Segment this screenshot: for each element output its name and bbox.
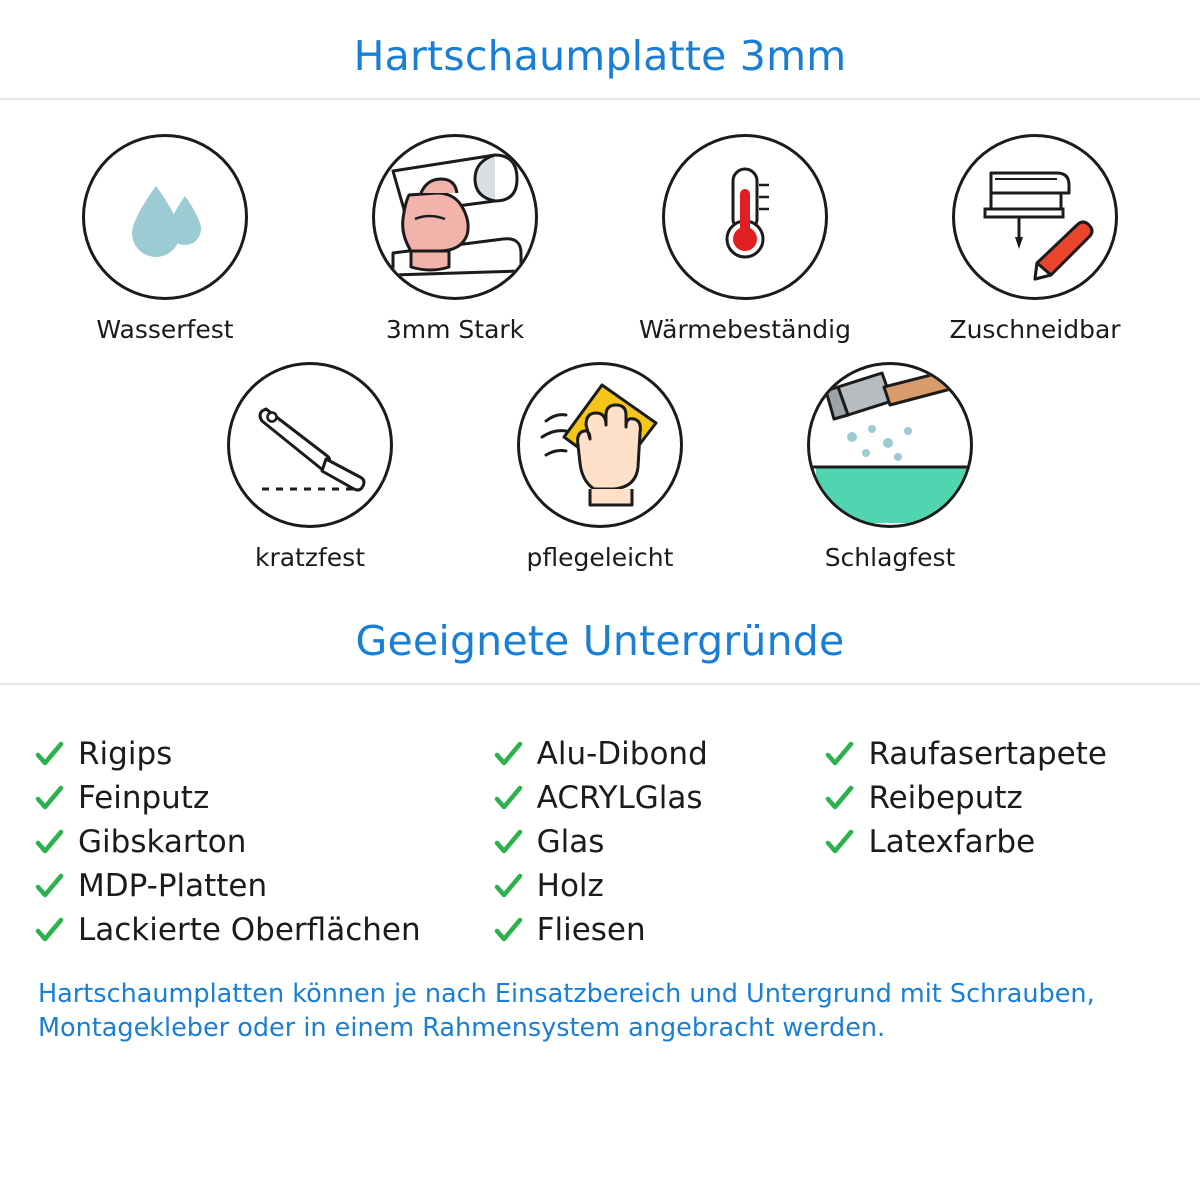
feature-circle [517, 362, 683, 528]
thermometer-icon [685, 155, 805, 279]
feature-label: Schlagfest [824, 542, 956, 572]
feature-pflegeleicht [485, 362, 715, 572]
list-item-label: MDP-Platten [78, 867, 268, 904]
substrates-divider [0, 683, 1200, 685]
list-item-label: Latexfarbe [868, 823, 1036, 860]
feature-circle [952, 134, 1118, 300]
water-drops-icon [110, 160, 220, 274]
features-row-2 [0, 362, 1200, 572]
list-item-label: Reibeputz [868, 779, 1023, 816]
check-icon [493, 827, 523, 857]
list-item [824, 777, 1166, 819]
list-item [34, 865, 493, 907]
substrates-column-2 [493, 733, 825, 951]
hammer-impact-icon [810, 363, 970, 527]
list-item-label: Fliesen [536, 911, 646, 948]
list-item [824, 733, 1166, 775]
feature-circle [662, 134, 828, 300]
check-icon [493, 783, 523, 813]
feature-label: Wasserfest [96, 315, 234, 344]
feature-label: 3mm Stark [385, 315, 525, 344]
list-item [493, 909, 825, 951]
check-icon [493, 915, 523, 945]
feature-kratzfest [195, 362, 425, 572]
list-item-label: Feinputz [78, 779, 210, 816]
feature-circle [82, 134, 248, 300]
list-item [493, 821, 825, 863]
list-item [34, 777, 493, 819]
feature-waermebestaendig [630, 134, 860, 344]
feature-label: pflegeleicht [526, 542, 674, 572]
substrates-note: Hartschaumplatten können je nach Einsatzbereich und Untergrund mit Schrauben, Montagekleber oder in einem Rahmensystem angebracht werden. [38, 979, 1095, 1044]
substrates-column-3 [824, 733, 1166, 951]
feature-schlagfest [775, 362, 1005, 572]
page-title: Hartschaumplatte 3mm [353, 32, 847, 80]
check-icon [34, 739, 64, 769]
list-item-label: Alu-Dibond [536, 735, 708, 772]
check-icon [34, 783, 64, 813]
list-item [824, 821, 1166, 863]
check-icon [34, 915, 64, 945]
check-icon [824, 783, 854, 813]
list-item [493, 777, 825, 819]
list-item-label: Rigips [78, 735, 173, 772]
check-icon [824, 739, 854, 769]
feature-circle [372, 134, 538, 300]
strong-arm-icon [375, 135, 535, 299]
feature-label: kratzfest [254, 542, 365, 572]
check-icon [34, 827, 64, 857]
check-icon [824, 827, 854, 857]
feature-label: Wärmebeständig [639, 315, 851, 344]
jigsaw-cutter-icon [965, 145, 1105, 289]
feature-label: Zuschneidbar [949, 315, 1121, 344]
substrates-column-1 [34, 733, 493, 951]
list-item-label: Glas [536, 823, 605, 860]
feature-wasserfest [50, 134, 280, 344]
feature-3mm-stark [340, 134, 570, 344]
list-item-label: Raufasertapete [868, 735, 1107, 772]
list-item [34, 821, 493, 863]
list-item [493, 733, 825, 775]
features-section [0, 100, 1200, 571]
check-icon [34, 871, 64, 901]
feature-circle [807, 362, 973, 528]
list-item-label: Lackierte Oberflächen [78, 911, 421, 948]
list-item-label: Gibskarton [78, 823, 247, 860]
substrates-list [0, 707, 1200, 951]
feature-zuschneidbar [920, 134, 1150, 344]
list-item [34, 909, 493, 951]
feature-circle [227, 362, 393, 528]
list-item [493, 865, 825, 907]
features-row-1 [0, 134, 1200, 344]
list-item-label: Holz [536, 867, 604, 904]
list-item [34, 733, 493, 775]
check-icon [493, 739, 523, 769]
knife-scratch-icon [240, 373, 380, 517]
substrates-title: Geeignete Untergründe [355, 617, 845, 665]
cleaning-hand-icon [520, 363, 680, 527]
check-icon [493, 871, 523, 901]
list-item-label: ACRYLGlas [536, 779, 703, 816]
